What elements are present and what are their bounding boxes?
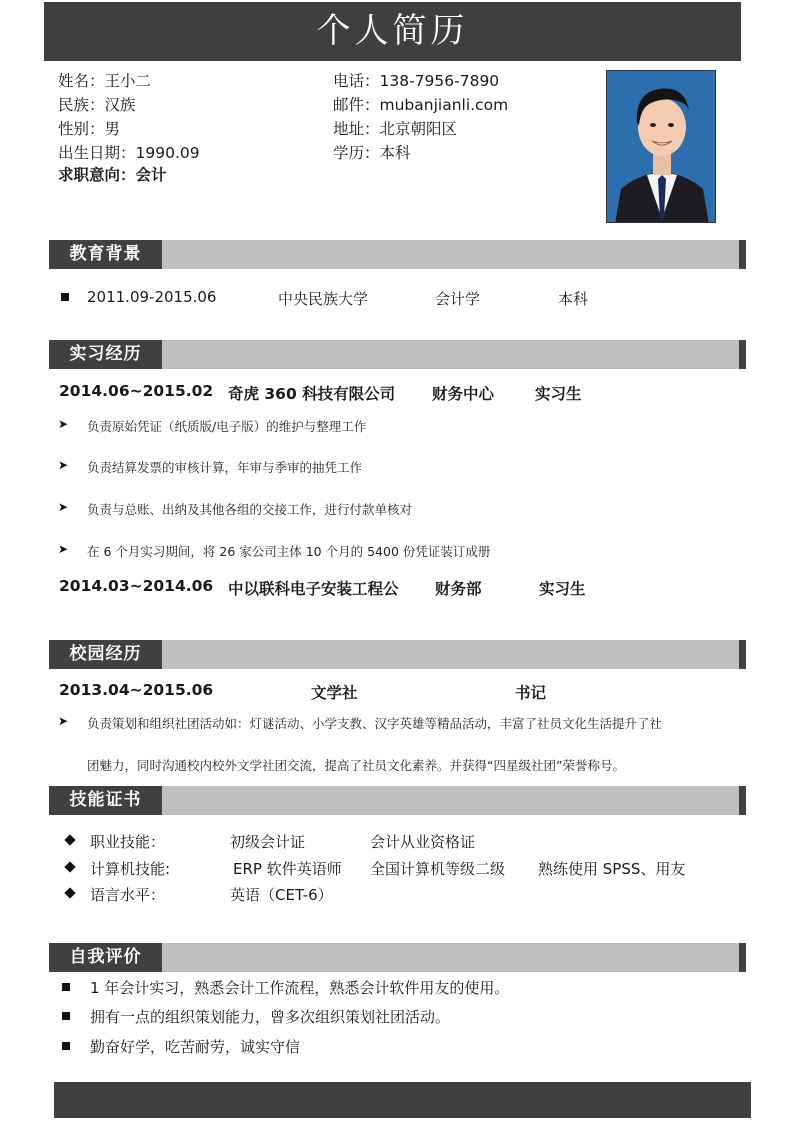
info-address: 地址：北京朝阳区 [333, 120, 458, 138]
info-degree: 学历：本科 [333, 144, 411, 162]
internship-1-duty-4: 在 6 个月实习期间，将 26 家公司主体 10 个月的 5400 份凭证装订成册 [87, 544, 491, 559]
section-bar-end [739, 640, 746, 669]
section-education [49, 240, 746, 269]
skill-item: 初级会计证 [230, 833, 306, 851]
skill-item: ERP 软件英语师 [233, 860, 342, 878]
campus-period: 2013.04~2015.06 [59, 681, 214, 699]
personal-info-left [58, 69, 200, 185]
education-school: 中央民族大学 [278, 290, 369, 308]
skill-item: 会计从业资格证 [370, 833, 476, 851]
info-job-intention: 求职意向：会计 [58, 166, 167, 184]
section-self-evaluation-title: 自我评价 [49, 943, 162, 972]
internship-2-position: 实习生 [539, 580, 586, 598]
education-period: 2011.09-2015.06 [87, 288, 217, 306]
skill-row-language [0, 884, 793, 904]
square-bullet-icon [62, 983, 70, 991]
section-skills-title: 技能证书 [49, 786, 162, 815]
section-campus [49, 640, 746, 669]
skill-row-professional [0, 831, 793, 851]
diamond-bullet-icon [64, 861, 75, 872]
skill-category: 计算机技能: [90, 860, 171, 878]
skill-category: 语言水平： [90, 886, 166, 904]
skill-item: 英语（CET-6） [230, 886, 333, 904]
skill-category: 职业技能： [90, 833, 166, 851]
arrow-bullet-icon: ➤ [58, 714, 69, 728]
arrow-bullet-icon: ➤ [58, 500, 69, 514]
square-bullet-icon [61, 293, 69, 301]
campus-description-line-1: 负责策划和组织社团活动如：灯谜活动、小学支教、汉字英雄等精品活动，丰富了社员文化生活提升了社 [87, 716, 663, 731]
section-internship [49, 340, 746, 369]
self-evaluation-2: 拥有一点的组织策划能力，曾多次组织策划社团活动。 [90, 1008, 451, 1026]
diamond-bullet-icon [64, 834, 75, 845]
internship-1-duty-2: 负责结算发票的审核计算，年审与季审的抽凭工作 [87, 460, 363, 475]
self-evaluation-3: 勤奋好学，吃苦耐劳，诚实守信 [90, 1038, 301, 1056]
section-bar-end [739, 943, 746, 972]
education-row [0, 288, 793, 308]
section-bar-end [739, 786, 746, 815]
section-bar-end [739, 340, 746, 369]
internship-2-header [0, 577, 793, 599]
internship-1-department: 财务中心 [432, 385, 495, 403]
skill-row-computer [0, 858, 793, 878]
education-degree: 本科 [558, 290, 589, 308]
arrow-bullet-icon: ➤ [58, 417, 69, 431]
footer-bar [54, 1082, 751, 1118]
diamond-bullet-icon [64, 887, 75, 898]
internship-1-header [0, 382, 793, 404]
square-bullet-icon [62, 1012, 70, 1020]
self-evaluation-1: 1 年会计实习，熟悉会计工作流程，熟悉会计软件用友的使用。 [90, 979, 510, 997]
internship-2-company: 中以联科电子安装工程公 [228, 580, 399, 598]
personal-info-right [333, 69, 508, 165]
info-ethnicity: 民族：汉族 [58, 96, 136, 114]
profile-photo [606, 70, 716, 223]
internship-1-position: 实习生 [535, 385, 582, 403]
info-birthdate: 出生日期：1990.09 [58, 144, 200, 162]
campus-description-line-2: 团魅力，同时沟通校内校外文学社团交流，提高了社员文化素养。并获得“四星级社团”荣誉称号。 [87, 758, 625, 773]
internship-1-company: 奇虎 360 科技有限公司 [228, 385, 396, 403]
section-internship-title: 实习经历 [49, 340, 162, 369]
section-skills [49, 786, 746, 815]
section-bar-end [739, 240, 746, 269]
skill-item: 熟练使用 SPSS、用友 [538, 860, 686, 878]
section-campus-title: 校园经历 [49, 640, 162, 669]
education-major: 会计学 [435, 290, 481, 308]
internship-2-period: 2014.03~2014.06 [59, 577, 214, 595]
campus-role: 书记 [515, 684, 547, 702]
skill-item: 全国计算机等级二级 [370, 860, 506, 878]
info-gender: 性别：男 [58, 120, 121, 138]
section-education-title: 教育背景 [49, 240, 162, 269]
campus-header [0, 681, 793, 703]
info-email: 邮件：mubanjianli.com [333, 96, 509, 114]
internship-1-duty-3: 负责与总账、出纳及其他各组的交接工作，进行付款单核对 [87, 502, 413, 517]
arrow-bullet-icon: ➤ [58, 542, 69, 556]
square-bullet-icon [62, 1042, 70, 1050]
internship-1-duty-1: 负责原始凭证（纸质版/电子版）的维护与整理工作 [87, 419, 367, 434]
internship-2-department: 财务部 [435, 580, 482, 598]
internship-1-period: 2014.06~2015.02 [59, 382, 214, 400]
info-name: 姓名：王小二 [58, 72, 152, 90]
resume-title: 个人简历 [44, 2, 741, 61]
arrow-bullet-icon: ➤ [58, 458, 69, 472]
campus-organization: 文学社 [311, 684, 358, 702]
section-self-evaluation [49, 943, 746, 972]
info-phone: 电话：138-7956-7890 [333, 72, 500, 90]
